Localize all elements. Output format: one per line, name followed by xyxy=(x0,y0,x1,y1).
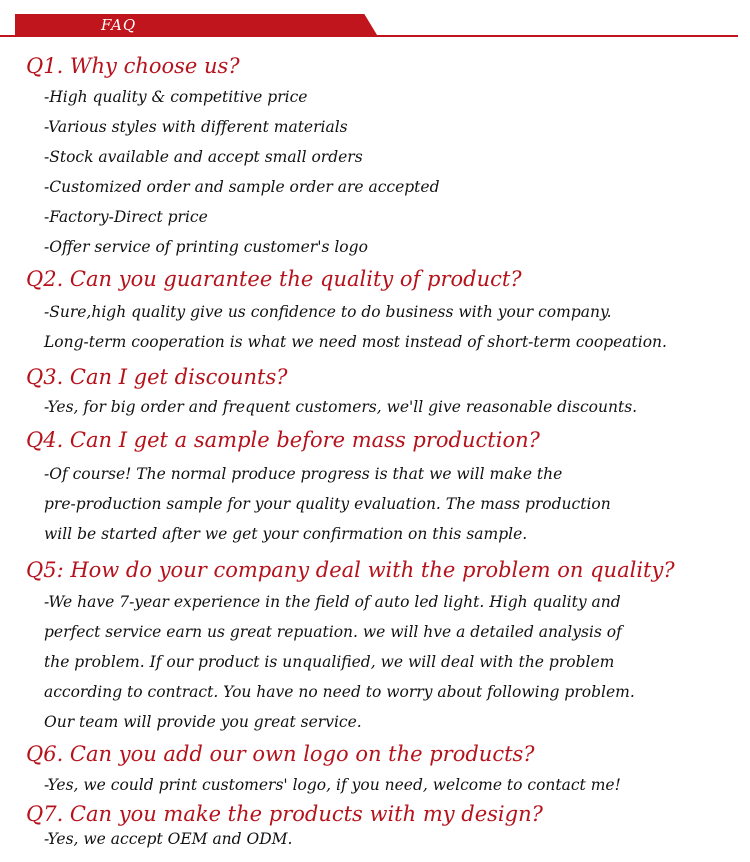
faq-answer-line: -Customized order and sample order are accepted xyxy=(44,178,440,196)
faq-question-5: Q5: How do your company deal with the problem on quality? xyxy=(26,558,675,582)
faq-answer-line: -Yes, we could print customers' logo, if you need, welcome to contact me! xyxy=(44,776,621,794)
faq-answer-line: the problem. If our product is unqualified, we will deal with the problem xyxy=(44,653,615,671)
faq-answer-line: pre-production sample for your quality evaluation. The mass production xyxy=(44,495,611,513)
faq-answer-line: -Yes, for big order and frequent customers, we'll give reasonable discounts. xyxy=(44,398,638,416)
faq-answer-line: -Stock available and accept small orders xyxy=(44,148,363,166)
faq-answer-line: -High quality & competitive price xyxy=(44,88,308,106)
faq-answer-line: perfect service earn us great repuation. we will hve a detailed analysis of xyxy=(44,623,622,641)
faq-answer-line: -Offer service of printing customer's logo xyxy=(44,238,368,256)
faq-answer-line: -Factory-Direct price xyxy=(44,208,208,226)
faq-answer-line: will be started after we get your confirmation on this sample. xyxy=(44,525,528,543)
faq-answer-line: -Various styles with different materials xyxy=(44,118,348,136)
faq-question-4: Q4. Can I get a sample before mass production? xyxy=(26,428,540,452)
faq-question-1: Q1. Why choose us? xyxy=(26,54,240,78)
faq-answer-line: -Yes, we accept OEM and ODM. xyxy=(44,830,293,848)
header-title: FAQ xyxy=(101,16,137,34)
faq-answer-line: according to contract. You have no need to worry about following problem. xyxy=(44,683,635,701)
faq-question-2: Q2. Can you guarantee the quality of product? xyxy=(26,267,522,291)
faq-answer-line: Long-term cooperation is what we need most instead of short-term coopeation. xyxy=(44,333,667,351)
faq-answer-line: -We have 7-year experience in the field of auto led light. High quality and xyxy=(44,593,621,611)
faq-question-6: Q6. Can you add our own logo on the products? xyxy=(26,742,535,766)
faq-question-7: Q7. Can you make the products with my design? xyxy=(26,802,543,826)
faq-answer-line: -Of course! The normal produce progress is that we will make the xyxy=(44,465,563,483)
faq-answer-line: Our team will provide you great service. xyxy=(44,713,362,731)
faq-answer-line: -Sure,high quality give us confidence to do business with your company. xyxy=(44,303,612,321)
faq-question-3: Q3. Can I get discounts? xyxy=(26,365,288,389)
